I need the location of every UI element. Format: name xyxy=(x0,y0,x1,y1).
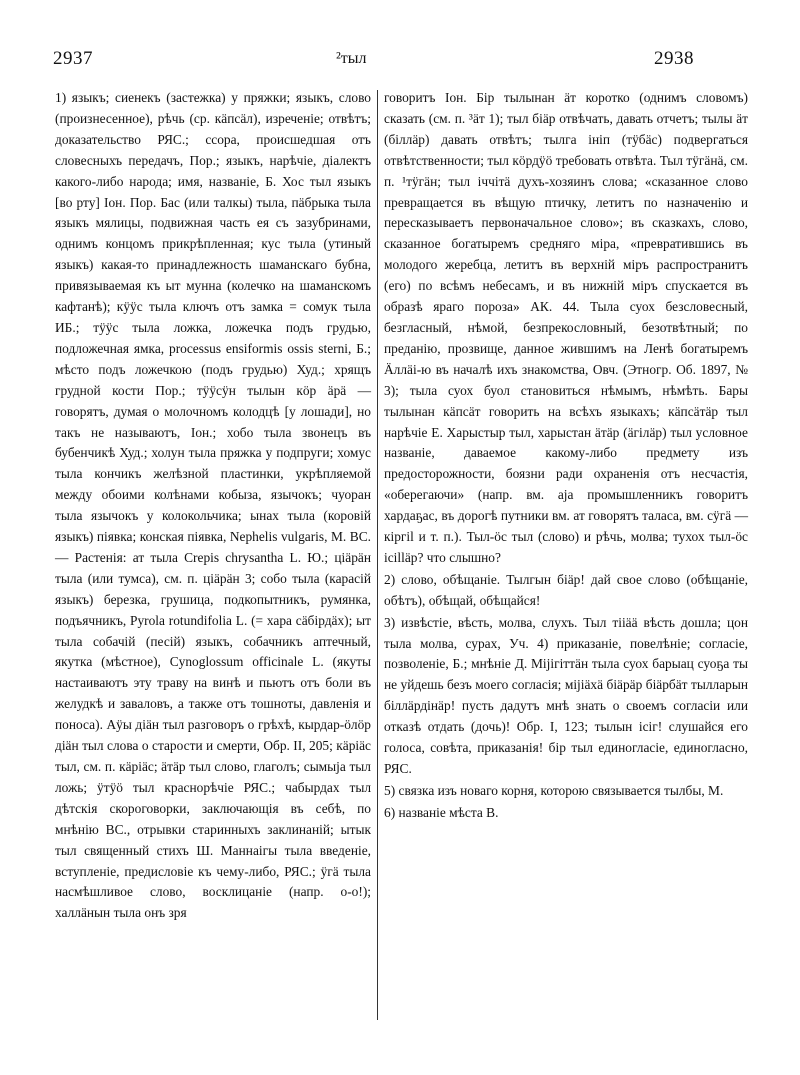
dictionary-paragraph: 5) связка изъ новаго корня, которою связывается тылбы, М. xyxy=(384,782,724,798)
dictionary-paragraph: 3) извѣстіе, вѣсть, молва, слухъ. Тыл тііää вѣсть дошла; цон тыла молва, сурах, Уч. 4) приказаніе, повелѣніе; согласіе, позволеніе, Б.; мнѣніе Д. Міјігіттäн тыла суох барыац суоҕа ты не уйдешь безъ моего согласія; міјіäхä біäрäр біäрбäт тылларын біллäрдiнäр! пусть дадутъ мнѣ знать о своемъ согласіи или отказѣ отдать (дочь)! Обр. I, 123; тылын ісіг! слушайся его голоса, совѣта, приказанія! біp тыл единогласіе, единогласно, РЯС. xyxy=(384,614,748,776)
dictionary-paragraph: 6) названіе мѣста В. xyxy=(384,804,499,820)
dictionary-paragraph: говоритъ Іон. Бір тылынан äт коротко (однимъ словомъ) сказать (см. п. ³äт 1); тыл біäр отвѣчать, давать отчетъ; тылы äт (біллäр) давать отвѣтъ; тылга ініп (тÿбäс) подвергаться отвѣтственности; тыл кöрдÿö требовать отвѣта. Тыл тÿгäнä, см. п. ¹тÿгäн; тыл іччітä духъ-хозяинъ слова; «сказанное слово превращается въ вѣщую птичку, летитъ по назначенію и пересказываетъ первоначальное слово»; въ сказкахъ, слово, сказанное богатыремъ средняго міра, «превратившись въ молодого жеребца, летитъ въ верхній міръ распространитъ (его) по всѣмъ небесамъ, и въ нижній міръ спускается въ образѣ яраго пороза» АК. 44. Тыла суох безсловесный, безгласный, нѣмой, безпрекословный, безотвѣтный; по преданію, прозвище, данное жившимъ на Ленѣ богатыремъ Äллäі-ю въ началѣ ихъ знакомства, Овч. (Этногр. Об. 1897, № 3); тыла суох буол становиться нѣмымъ, нѣмѣть. Бары тылынан кäпсäт говорить на всѣхъ языкахъ; кäпсäтäр тыл нарѣчіе Е. Харыстыр тыл, харыстан äтäр (äгiлäр) тыл условное названіе, даваемое какому-либо предмету изъ предосторожности, боязни ради охраненія отъ несчастія, «оберегаючи» (напр. вм. аја промышленникъ говоритъ хардаҕас, въ дорогѣ путники вм. ат говорятъ таласа, вм. сÿгä — кіргіl и т. п.). Тыл-öс тыл (слово) и рѣчь, молва; тухох тыл-öс icilläp? что слышно? xyxy=(384,90,748,565)
page-header xyxy=(0,48,800,78)
column-divider xyxy=(377,90,378,1020)
page-number-right: 2938 xyxy=(654,48,694,69)
page-number-left: 2937 xyxy=(53,48,93,69)
right-column xyxy=(384,88,748,824)
left-column xyxy=(55,88,371,924)
dictionary-paragraph: 1) языкъ; сиенекъ (застежка) у пряжки; языкъ, слово (произнесенное), рѣчь (ср. кäпсäл), изреченіе; отвѣтъ; доказательство РЯС.; ссора, происшедшая отъ словесныхъ передачъ, Пор.; языкъ, нарѣчіе, діалектъ какого-либо народа; имя, названіе, Б. Хос тыл языкъ [во рту] Іон. Пор. Бас (или талкы) тыла, пäбрыка тыла языкъ мялицы, подвижная часть ея съ зазубринами, однимъ концомъ прикрѣпленная; кус тыла (утиный языкъ) какая-то принадлежность шаманскаго бубна, привязываемая къ ыт мунна (колечко на шаманскомъ кафтанѣ); кÿÿс тыла ключъ отъ замка = сомук тыла ИБ.; тÿÿс тыла ложка, ложечка подъ грудью, подложечная ямка, processus ensiformis ossis sterni, Б.; мѣсто подъ ложечкою (подъ грудью) Худ.; хрящъ грудной кости Пор.; тÿÿсÿн тылын кöр äрä — говорятъ, думая о молочномъ колодцѣ [у лошади], но такъ не называютъ, Іон.; хобо тыла звонецъ въ бубенчикѣ Худ.; холун тыла пряжка у подпруги; хомус тыла кончикъ желѣзной пластинки, укрѣпляемой между обоими колѣнами кобыза, язычокъ; чуоран тыла язычокъ у колокольчика; ынах тыла (коровій языкъ) пiявка; конская пiявка, Nephelis vulgaris, М. ВС. — Растенія: ат тыла Crepis chrysantha L. Ю.; ціäрäн тыла (или тумса), см. п. ціäрäн 3; собо тыла (карасій языкъ) березка, грушица, подкопытникъ, румянка, подъячникъ, Pyrola rotundifolia L. (= хара сäбірдäх); ыт тыла собачій (песій) языкъ, собачникъ аптечный, якутка (мѣстное), Cynoglossum officinale L. (якуты настаиваютъ эту траву на винѣ и пьютъ отъ боли въ желудкѣ и заваловъ, а также отъ тошноты, давленія и поноса). Аÿы діäн тыл разговоръ о грѣхѣ, кырдар-öлöр діäн тыл слова о старости и смерти, Обр. II, 205; кäрiäс тыл, см. п. кäрiäс; äтäр тыл слово, глаголъ; сымыја тыл ложь; ÿтÿö тыл краснорѣчіе РЯС.; чабырдах тыл дѣтскія скороговорки, заключающія въ себѣ, по мнѣнію ВС., отрывки старинныхъ заклинаній; ытык тыл священный стихъ Ш. Маннаігы тыла введеніе, вступленіе, предисловіе къ чему-либо, РЯС.; ÿгä тыла насмѣшливое слово, восклицаніе (напр. о-о!); халлäнын тыла онъ зря xyxy=(55,90,371,921)
dictionary-paragraph: 2) слово, обѣщаніе. Тылгын біäр! дай свое слово (обѣщаніе, обѣтъ), обѣщай, обѣщайся! xyxy=(384,571,748,608)
head-word: ²тыл xyxy=(336,50,367,67)
